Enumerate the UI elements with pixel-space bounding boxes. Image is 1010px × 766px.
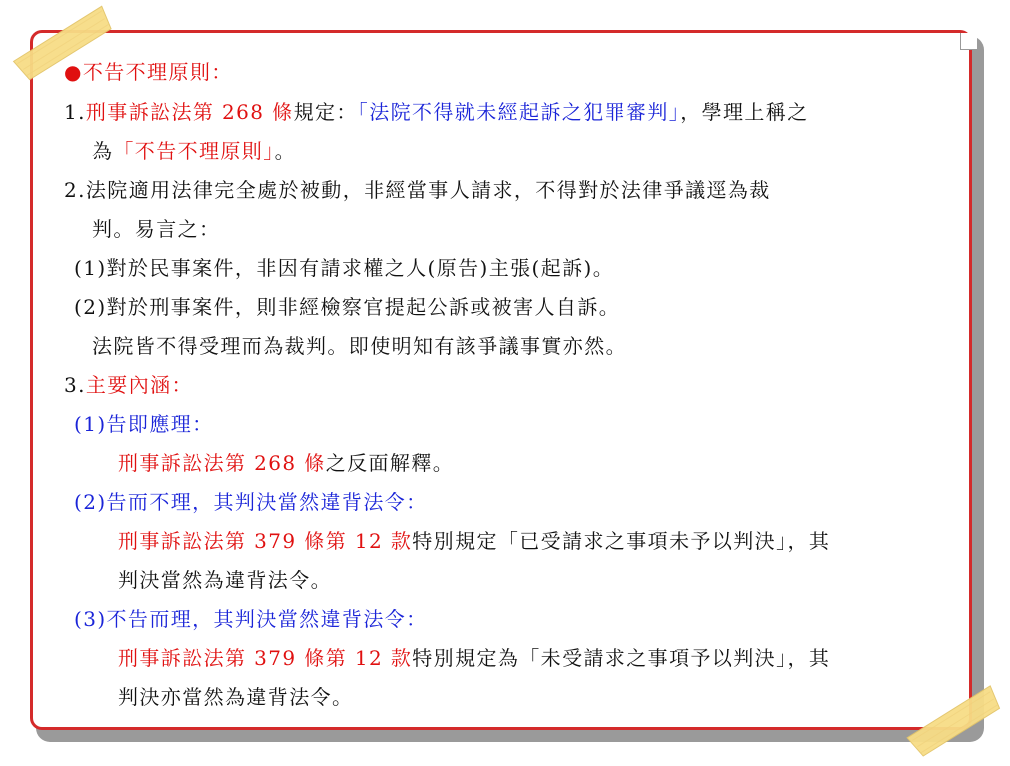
item2-number: 2. — [64, 178, 86, 202]
item1-text: 規定： — [293, 100, 358, 124]
item2-text: 法院適用法律完全處於被動，非經當事人請求，不得對於法律爭議逕為裁 — [85, 178, 771, 202]
item1-line1 — [64, 100, 809, 124]
item3-point1-title: (1)告即應理： — [74, 412, 214, 436]
item3-number: 3. — [64, 373, 86, 397]
item2-line2: 判。易言之： — [92, 217, 221, 241]
item3-point1-text: 之反面解釋。 — [325, 451, 455, 475]
item3-point3-law-ref: 刑事訴訟法第 379 條第 12 款 — [118, 646, 413, 670]
item3-point1-law-ref: 刑事訴訟法第 268 條 — [118, 451, 326, 475]
item3-point2-law-ref: 刑事訴訟法第 379 條第 12 款 — [118, 529, 413, 553]
heading — [64, 60, 233, 84]
item3-point2-title: (2)告而不理，其判決當然違背法令： — [74, 490, 428, 514]
item3-point2-line2: 判決當然為違背法令。 — [118, 568, 332, 592]
item1-number: 1. — [64, 100, 86, 124]
item1-line2-prefix: 為 — [92, 139, 114, 163]
item3-point1-body — [118, 451, 454, 475]
item1-principle: 「不告不理原則」 — [113, 139, 275, 163]
item2-sub1: (1)對於民事案件，非因有請求權之人(原告)主張(起訴)。 — [74, 256, 615, 280]
red-circle-bullet-icon: ● — [64, 60, 83, 84]
item3-point2-text: 特別規定「已受請求之事項未予以判決」，其 — [412, 529, 831, 553]
item1-line2-end: 。 — [274, 139, 297, 163]
item2-conclusion: 法院皆不得受理而為裁判。即使明知有該爭議事實亦然。 — [92, 334, 627, 358]
item3-title: 主要內涵： — [85, 373, 193, 397]
item1-quote: 「法院不得就未經起訴之犯罪審判」 — [357, 100, 681, 124]
item3-point3-text: 特別規定為「未受請求之事項予以判決」，其 — [412, 646, 831, 670]
item1-law-ref: 刑事訴訟法第 268 條 — [85, 100, 294, 124]
item3-point2-body — [118, 529, 830, 553]
item2-line1 — [64, 178, 771, 202]
item1-tail: ，學理上稱之 — [680, 100, 809, 124]
item3-point3-body — [118, 646, 830, 670]
item3-line1 — [64, 373, 193, 397]
item3-point3-title: (3)不告而理，其判決當然違背法令： — [74, 607, 428, 631]
heading-text: 不告不理原則： — [82, 60, 233, 84]
item1-line2 — [92, 139, 296, 163]
item2-sub2: (2)對於刑事案件，則非經檢察官提起公訴或被害人自訴。 — [74, 295, 621, 319]
item3-point3-line2: 判決亦當然為違背法令。 — [118, 685, 354, 709]
